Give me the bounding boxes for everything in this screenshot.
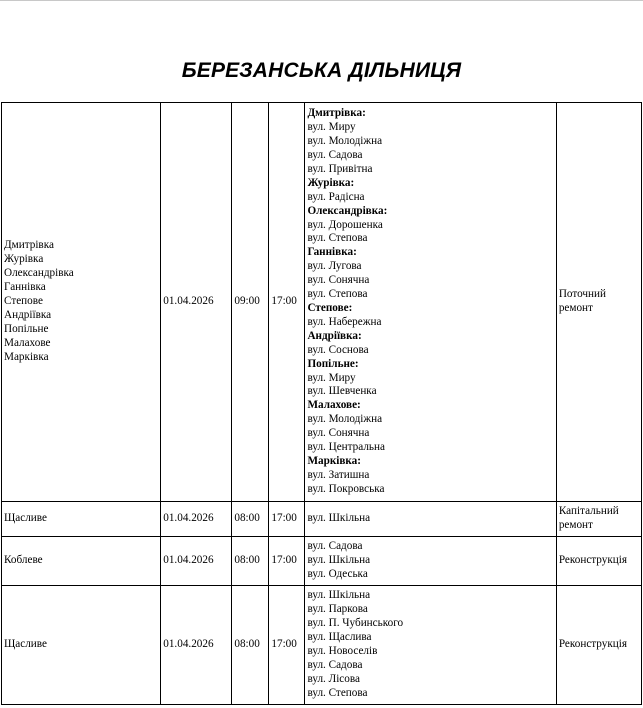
- settlement-name: Журівка: [4, 253, 44, 266]
- village-heading: Марківка:: [307, 454, 362, 467]
- village-heading: Малахове:: [307, 399, 361, 412]
- street-name: вул. Щаслива: [307, 631, 372, 644]
- village-heading: Андріївка:: [307, 329, 362, 342]
- street-name: вул. Покровська: [307, 482, 385, 495]
- settlements-cell: [2, 103, 161, 502]
- streets-cell: [305, 502, 556, 537]
- end-time-cell: 17:00: [269, 586, 305, 705]
- streets-cell: [305, 103, 556, 502]
- end-time-cell: 17:00: [269, 537, 305, 586]
- street-name: вул. Соснова: [307, 343, 369, 356]
- work-type-cell: [556, 103, 641, 502]
- work-type-label: Капітальний ремонт: [558, 505, 619, 531]
- start-time-cell: 08:00: [232, 537, 269, 586]
- street-name: вул. Затишна: [307, 468, 370, 481]
- street-name: вул. Степова: [307, 288, 368, 301]
- street-name: вул. Привітна: [307, 162, 373, 175]
- work-type-cell: [556, 586, 641, 705]
- work-type-label: Реконструкція: [558, 638, 628, 651]
- street-name: вул. Лісова: [307, 672, 360, 685]
- start-time-cell: 09:00: [232, 103, 269, 502]
- street-name: вул. Молодіжна: [307, 413, 383, 426]
- settlements-cell: [2, 502, 161, 537]
- street-name: вул. Миру: [307, 371, 356, 384]
- settlement-name: Коблеве: [4, 554, 43, 567]
- top-divider: [0, 0, 643, 1]
- street-name: вул. Радісна: [307, 190, 365, 203]
- village-heading: Олександрівка:: [307, 204, 388, 217]
- work-type-label: Реконструкція: [558, 554, 628, 567]
- street-name: вул. Центральна: [307, 441, 385, 454]
- settlement-name: Малахове: [4, 336, 51, 349]
- date-cell: 01.04.2026: [161, 537, 232, 586]
- settlements-cell: [2, 537, 161, 586]
- table-row: [2, 502, 642, 537]
- date-cell: 01.04.2026: [161, 586, 232, 705]
- date-cell: 01.04.2026: [161, 103, 232, 502]
- street-name: вул. Дорошенка: [307, 218, 383, 231]
- street-name: вул. Шевченка: [307, 385, 377, 398]
- village-heading: Дмитрівка:: [307, 107, 366, 120]
- street-name: вул. Молодіжна: [307, 135, 383, 148]
- start-time-cell: 08:00: [232, 586, 269, 705]
- settlement-name: Олександрівка: [4, 267, 74, 280]
- work-type-cell: [556, 502, 641, 537]
- street-name: вул. Садова: [307, 540, 363, 553]
- settlement-name: Щасливе: [4, 638, 47, 651]
- village-heading: Журівка:: [307, 176, 355, 189]
- street-name: вул. Паркова: [307, 603, 368, 616]
- street-name: вул. Лугова: [307, 260, 362, 273]
- street-name: вул. Степова: [307, 232, 368, 245]
- street-name: вул. Шкільна: [307, 512, 371, 525]
- start-time-cell: 08:00: [232, 502, 269, 537]
- settlement-name: Щасливе: [4, 512, 47, 525]
- settlement-name: Марківка: [4, 350, 49, 363]
- street-name: вул. Степова: [307, 686, 368, 699]
- settlement-name: Андріївка: [4, 308, 52, 321]
- settlement-name: Попільне: [4, 322, 49, 335]
- street-name: вул. Садова: [307, 149, 363, 162]
- outage-schedule-table: [1, 102, 642, 705]
- street-name: вул. Садова: [307, 658, 363, 671]
- street-name: вул. Сонячна: [307, 427, 370, 440]
- street-name: вул. Новоселів: [307, 645, 378, 657]
- settlement-name: Дмитрівка: [4, 239, 54, 252]
- end-time-cell: 17:00: [269, 103, 305, 502]
- village-heading: Ганнівка:: [307, 246, 357, 259]
- table-row: [2, 103, 642, 502]
- settlement-name: Степове: [4, 295, 43, 308]
- street-name: вул. Одеська: [307, 567, 368, 580]
- streets-cell: [305, 586, 556, 705]
- street-name: вул. Шкільна: [307, 589, 371, 602]
- street-name: вул. Сонячна: [307, 274, 370, 287]
- street-name: вул. Миру: [307, 121, 356, 134]
- work-type-cell: [556, 537, 641, 586]
- settlements-cell: [2, 586, 161, 705]
- streets-cell: [305, 537, 556, 586]
- document-title: БЕРЕЗАНСЬКА ДІЛЬНИЦЯ: [181, 59, 462, 82]
- settlement-name: Ганнівка: [4, 281, 46, 294]
- village-heading: Попільне:: [307, 357, 359, 370]
- street-name: вул. Набережна: [307, 315, 382, 328]
- table-row: [2, 537, 642, 586]
- street-name: вул. П. Чубинського: [307, 617, 404, 630]
- table-row: [2, 586, 642, 705]
- end-time-cell: 17:00: [269, 502, 305, 537]
- street-name: вул. Шкільна: [307, 554, 371, 567]
- work-type-label: Поточний ремонт: [558, 288, 606, 314]
- village-heading: Степове:: [307, 302, 353, 314]
- date-cell: 01.04.2026: [161, 502, 232, 537]
